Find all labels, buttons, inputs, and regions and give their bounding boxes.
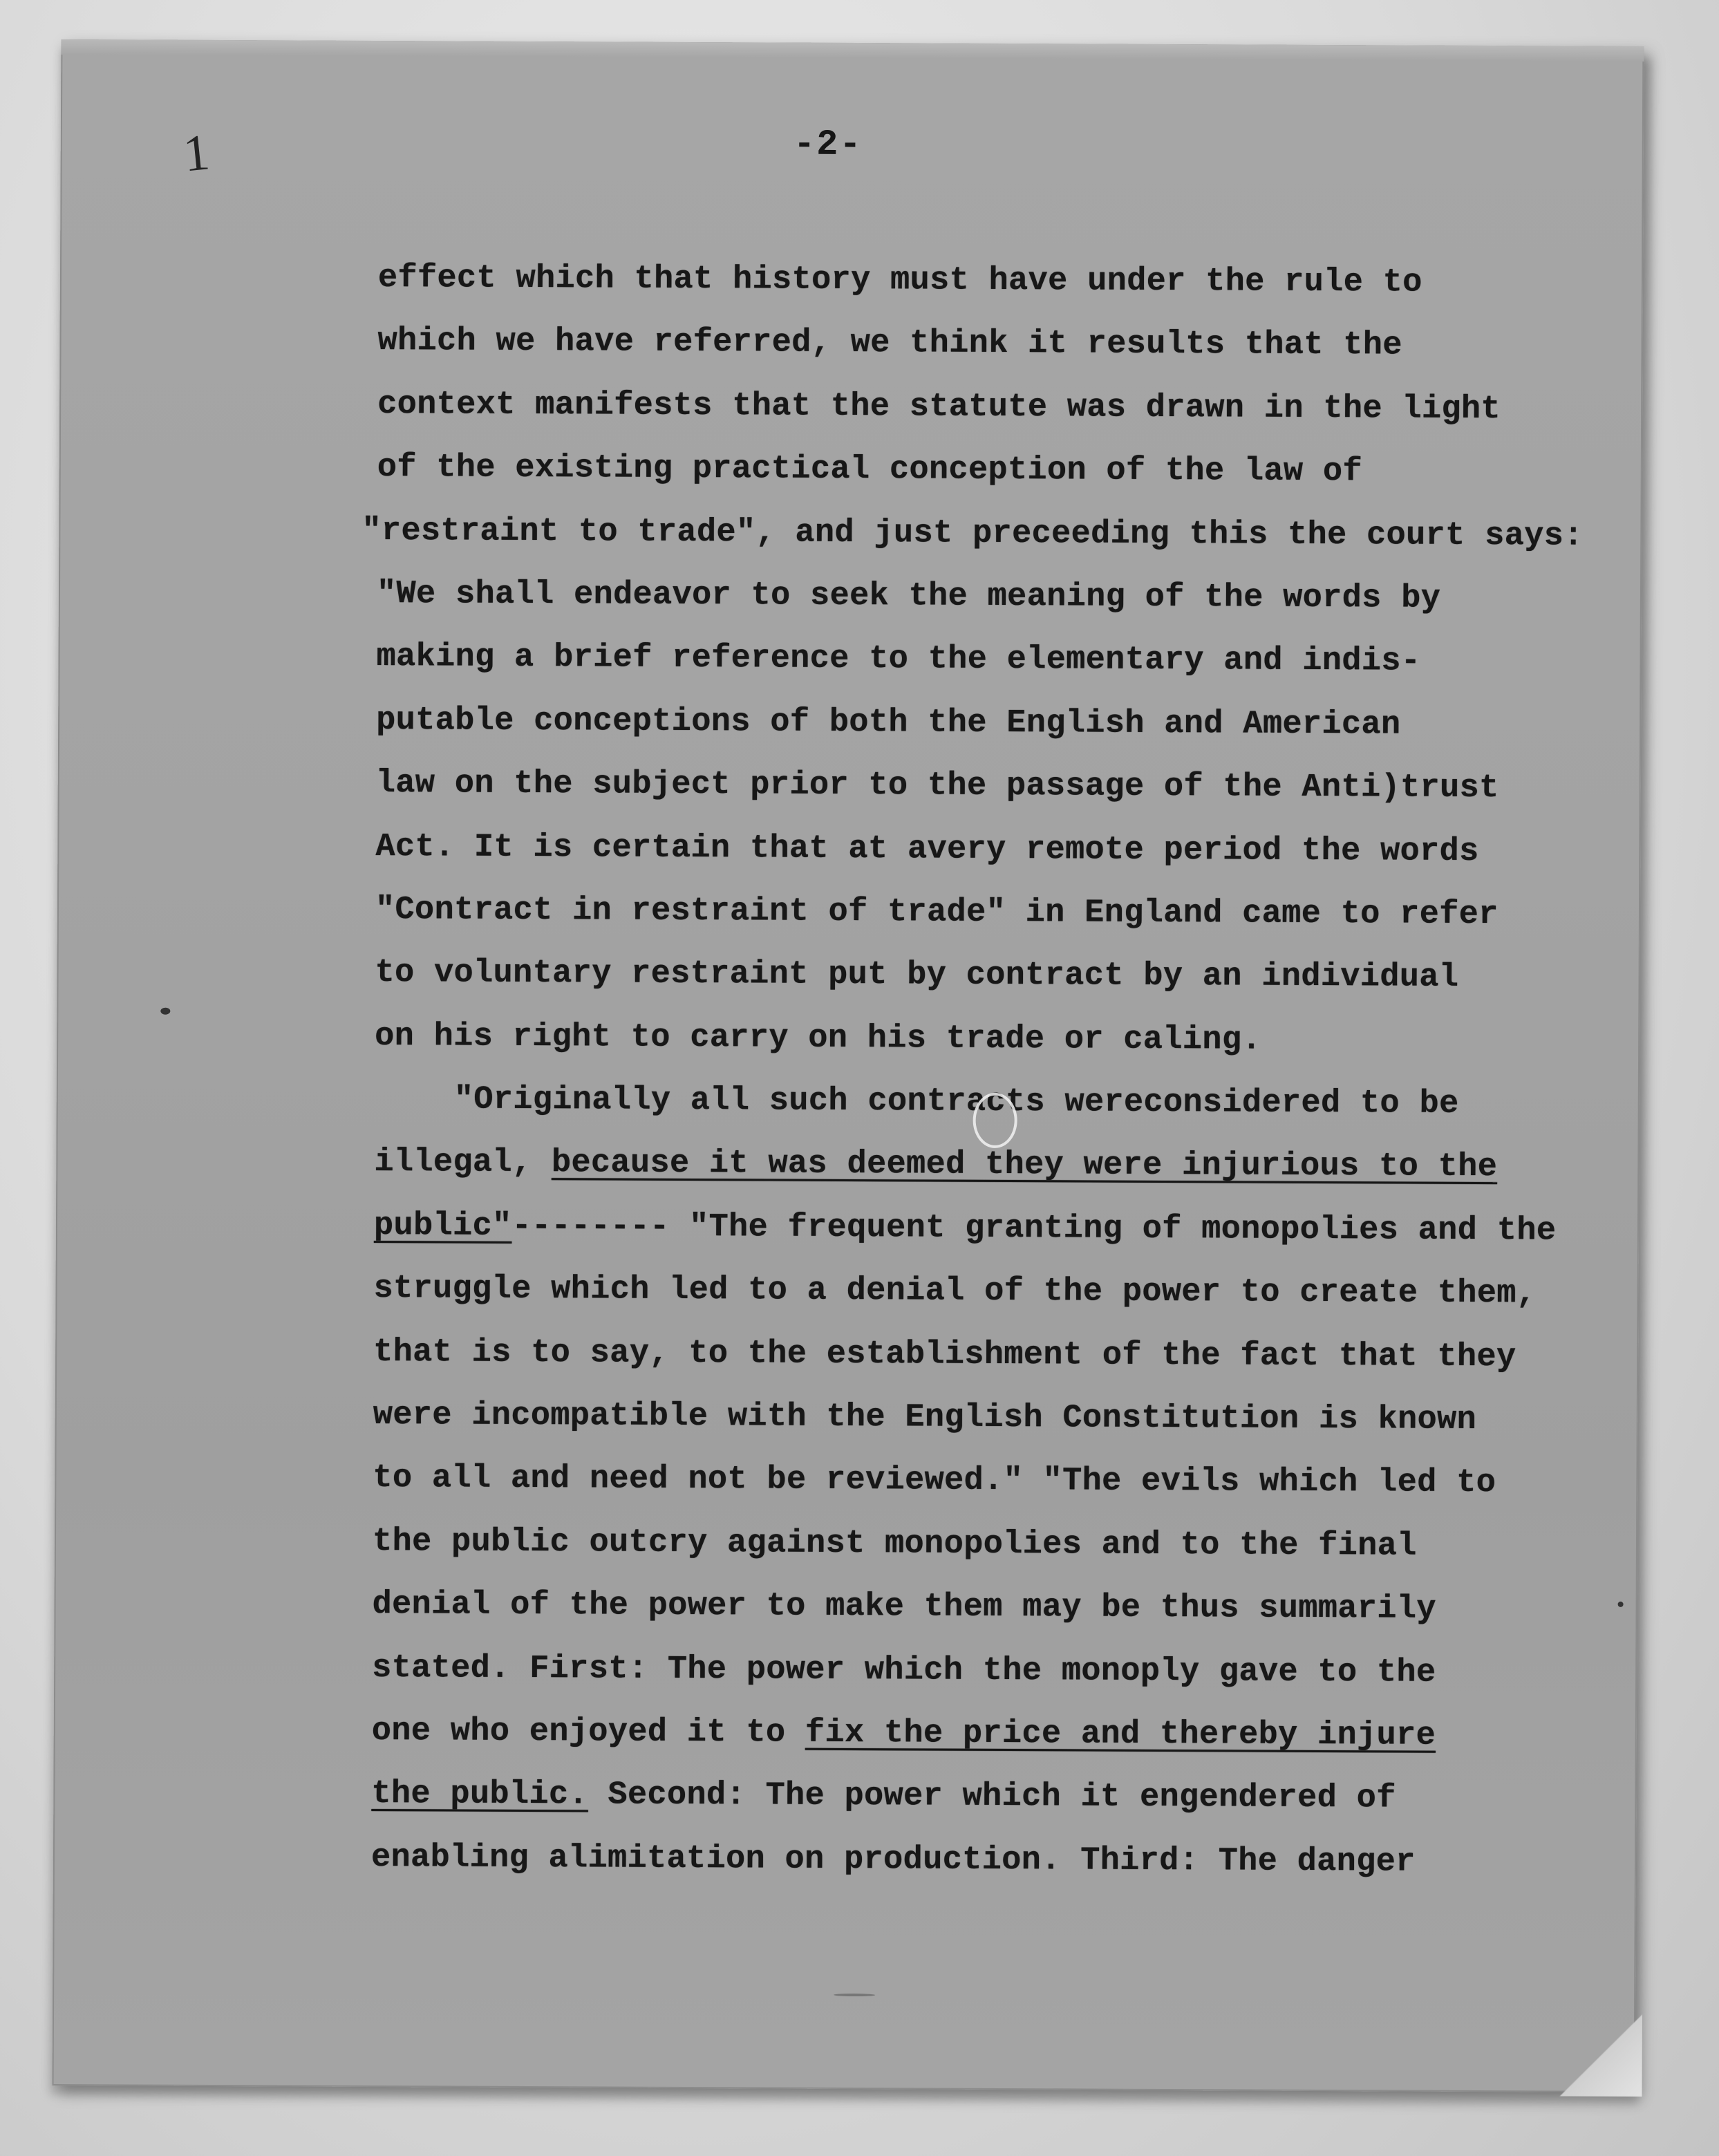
text-segment: law on the subject prior to the passage of the Anti)trust [375, 765, 1499, 807]
margin-pencil-mark: 1 [180, 124, 212, 183]
text-segment: putable conceptions of both the English and American [376, 702, 1401, 744]
underlined-text: public" [373, 1207, 512, 1245]
text-segment: to voluntary restraint put by contract by an individual [375, 955, 1459, 997]
text-segment: one who enjoyed it to [371, 1712, 806, 1752]
text-line [377, 436, 1594, 505]
paper-speck [1618, 1602, 1624, 1607]
text-line [376, 626, 1593, 694]
text-segment: Second: The power which it engendered of [588, 1777, 1396, 1817]
text-line [373, 1321, 1590, 1389]
typed-page [53, 39, 1644, 2092]
text-line [375, 816, 1592, 884]
text-line [376, 689, 1593, 758]
text-line [374, 1194, 1590, 1263]
paper-speck [160, 1008, 170, 1015]
text-line [373, 1384, 1590, 1452]
text-line [378, 247, 1595, 315]
text-line [376, 752, 1593, 821]
text-line [377, 310, 1594, 378]
text-line [361, 499, 1593, 568]
underlined-text: the public. [371, 1776, 589, 1814]
text-segment: -------- "The frequent granting of monopolies and the [511, 1208, 1557, 1250]
text-segment: enabling alimitation on production. Third: The danger [370, 1839, 1416, 1881]
text-segment: context manifests that the statute was drawn in the light [377, 386, 1501, 428]
text-segment: stated. First: The power which the monoply gave to the [372, 1649, 1436, 1691]
text-segment: Act. It is certain that at avery remote period the words [375, 828, 1479, 870]
text-line [377, 373, 1594, 442]
text-line [373, 1510, 1589, 1579]
text-segment: illegal, [374, 1144, 552, 1182]
text-segment: the public outcry against monopolies and to the final [372, 1523, 1417, 1565]
text-segment: "restraint to trade", and just preceeding this the court says: [361, 512, 1584, 555]
text-line [375, 879, 1592, 947]
text-segment: "We shall endeavor to seek the meaning of the words by [376, 575, 1441, 617]
text-line [377, 563, 1593, 631]
text-line [371, 1763, 1588, 1831]
text-line [375, 941, 1591, 1010]
page-number: -2- [793, 124, 863, 166]
text-segment: struggle which led to a denial of the power to create them, [373, 1271, 1537, 1313]
text-segment: were incompatible with the English Constitution is known [373, 1397, 1477, 1439]
text-line [372, 1573, 1588, 1642]
text-segment: making a brief reference to the elementary and indis- [376, 639, 1421, 680]
paper-smudge [973, 1093, 1017, 1148]
text-segment: "Originally all such contracts wereconsidered to be [453, 1081, 1459, 1123]
paper-speck [834, 1994, 875, 1996]
text-line [373, 1257, 1590, 1326]
text-line [372, 1700, 1588, 1768]
text-segment: which we have referred, we think it results that the [377, 323, 1402, 364]
page-corner-curl [1559, 2014, 1643, 2097]
text-segment: "Contract in restraint of trade" in England came to refer [375, 891, 1499, 934]
underlined-text: because it was deemed they were injurious to the [551, 1145, 1498, 1186]
text-segment: effect which that history must have under the rule to [377, 260, 1422, 301]
text-line [375, 1005, 1591, 1074]
body-text [361, 247, 1595, 1895]
text-line [372, 1637, 1588, 1705]
text-segment: to all and need not be reviewed." "The evils which led to [373, 1460, 1496, 1502]
text-line [371, 1826, 1588, 1895]
underlined-text: fix the price and thereby injure [805, 1714, 1436, 1754]
text-segment: that is to say, to the establishment of the fact that they [373, 1333, 1516, 1376]
text-segment: on his right to carry on his trade or caling. [375, 1018, 1262, 1059]
text-segment: denial of the power to make them may be thus summarily [372, 1586, 1436, 1628]
text-line [373, 1447, 1589, 1515]
text-segment: of the existing practical conception of the law of [377, 449, 1363, 491]
